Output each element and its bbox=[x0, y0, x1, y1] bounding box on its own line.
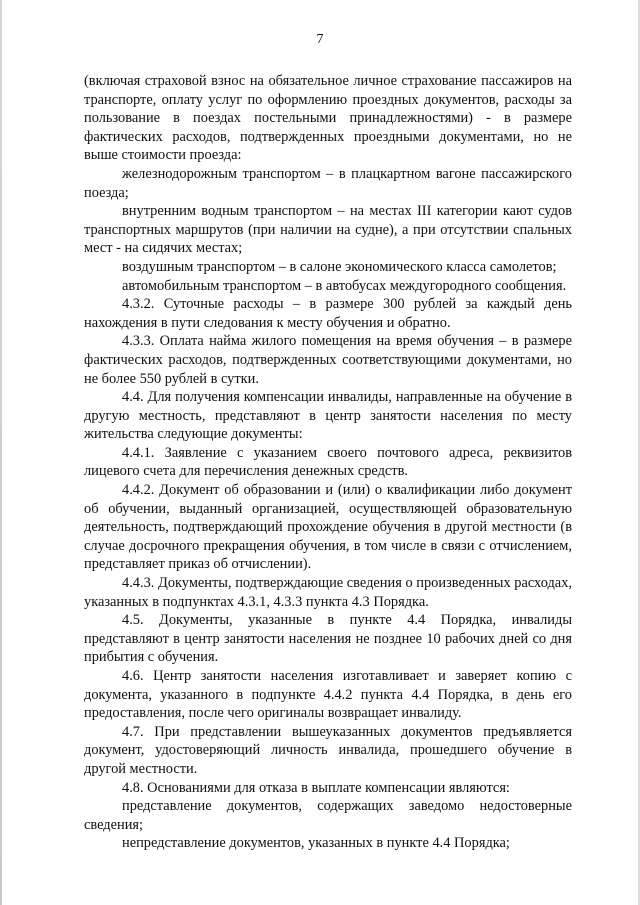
paragraph-4-4-1: 4.4.1. Заявление с указанием своего почтового адреса, реквизитов лицевого счета для перечисления денежных средств. bbox=[84, 444, 572, 480]
paragraph-4-4-2: 4.4.2. Документ об образовании и (или) о квалификации либо документ об обучении, выданный организацией, осуществляющей образовательную деятельность, подтверждающий прохождение обучения в другой местности (в случае досрочного прекращения обучения, в том числе в связи с отчислением, представляет приказ об отчислении). bbox=[84, 482, 572, 573]
paragraph-4-3-3: 4.3.3. Оплата найма жилого помещения на время обучения – в размере фактических расходов, подтвержденных соответствующими документами, но не более 550 рублей в сутки. bbox=[84, 333, 572, 387]
paragraph-4-6: 4.6. Центр занятости населения изготавливает и заверяет копию с документа, указанного в подпункте 4.4.2 пункта 4.4 Порядка, в день его предоставления, после чего оригиналы возвращает инвалиду. bbox=[84, 668, 572, 722]
paragraph-4-5: 4.5. Документы, указанные в пункте 4.4 Порядка, инвалиды представляют в центр занятости населения не позднее 10 рабочих дней со дня прибытия с обучения. bbox=[84, 612, 572, 666]
document-body bbox=[84, 72, 572, 853]
paragraph-4-8: 4.8. Основаниями для отказа в выплате компенсации являются: bbox=[122, 779, 510, 796]
paragraph-refusal-1: представление документов, содержащих заведомо недостоверные сведения; bbox=[84, 798, 572, 833]
paragraph-rail: железнодорожным транспортом – в плацкартном вагоне пассажирского поезда; bbox=[84, 165, 572, 201]
paragraph-water: внутренним водным транспортом – на местах III категории кают судов транспортных маршрутов (при наличии на судне), а при отсутствии спальных мест - на сидячих местах; bbox=[84, 203, 572, 257]
paragraph-auto: автомобильным транспортом – в автобусах междугородного сообщения. bbox=[122, 277, 567, 294]
paragraph-4-4-3: 4.4.3. Документы, подтверждающие сведения о произведенных расходах, указанных в подпунктах 4.3.1, 4.3.3 пункта 4.3 Порядка. bbox=[84, 575, 572, 610]
scan-edge-left bbox=[0, 0, 2, 905]
paragraph-refusal-2: непредставление документов, указанных в пункте 4.4 Порядка; bbox=[122, 835, 510, 852]
page-number: 7 bbox=[316, 32, 324, 47]
paragraph-4-3-2: 4.3.2. Суточные расходы – в размере 300 рублей за каждый день нахождения в пути следования к месту обучения и обратно. bbox=[84, 296, 572, 331]
paragraph-intro: (включая страховой взнос на обязательное личное страхование пассажиров на транспорте, оплату услуг по оформлению проездных документов, расходы за пользование в поездах постельными принадлежностями) - в размере фактических расходов, подтвержденных проездными документами, но не выше стоимости проезда: bbox=[84, 73, 572, 164]
paragraph-air: воздушным транспортом – в салоне экономического класса самолетов; bbox=[122, 258, 557, 275]
paragraph-4-4: 4.4. Для получения компенсации инвалиды, направленные на обучение в другую местность, представляют в центр занятости населения по месту жительства следующие документы: bbox=[84, 389, 572, 443]
paragraph-4-7: 4.7. При представлении вышеуказанных документов предъявляется документ, удостоверяющий личность инвалида, прошедшего обучение в другой местности. bbox=[84, 723, 572, 777]
